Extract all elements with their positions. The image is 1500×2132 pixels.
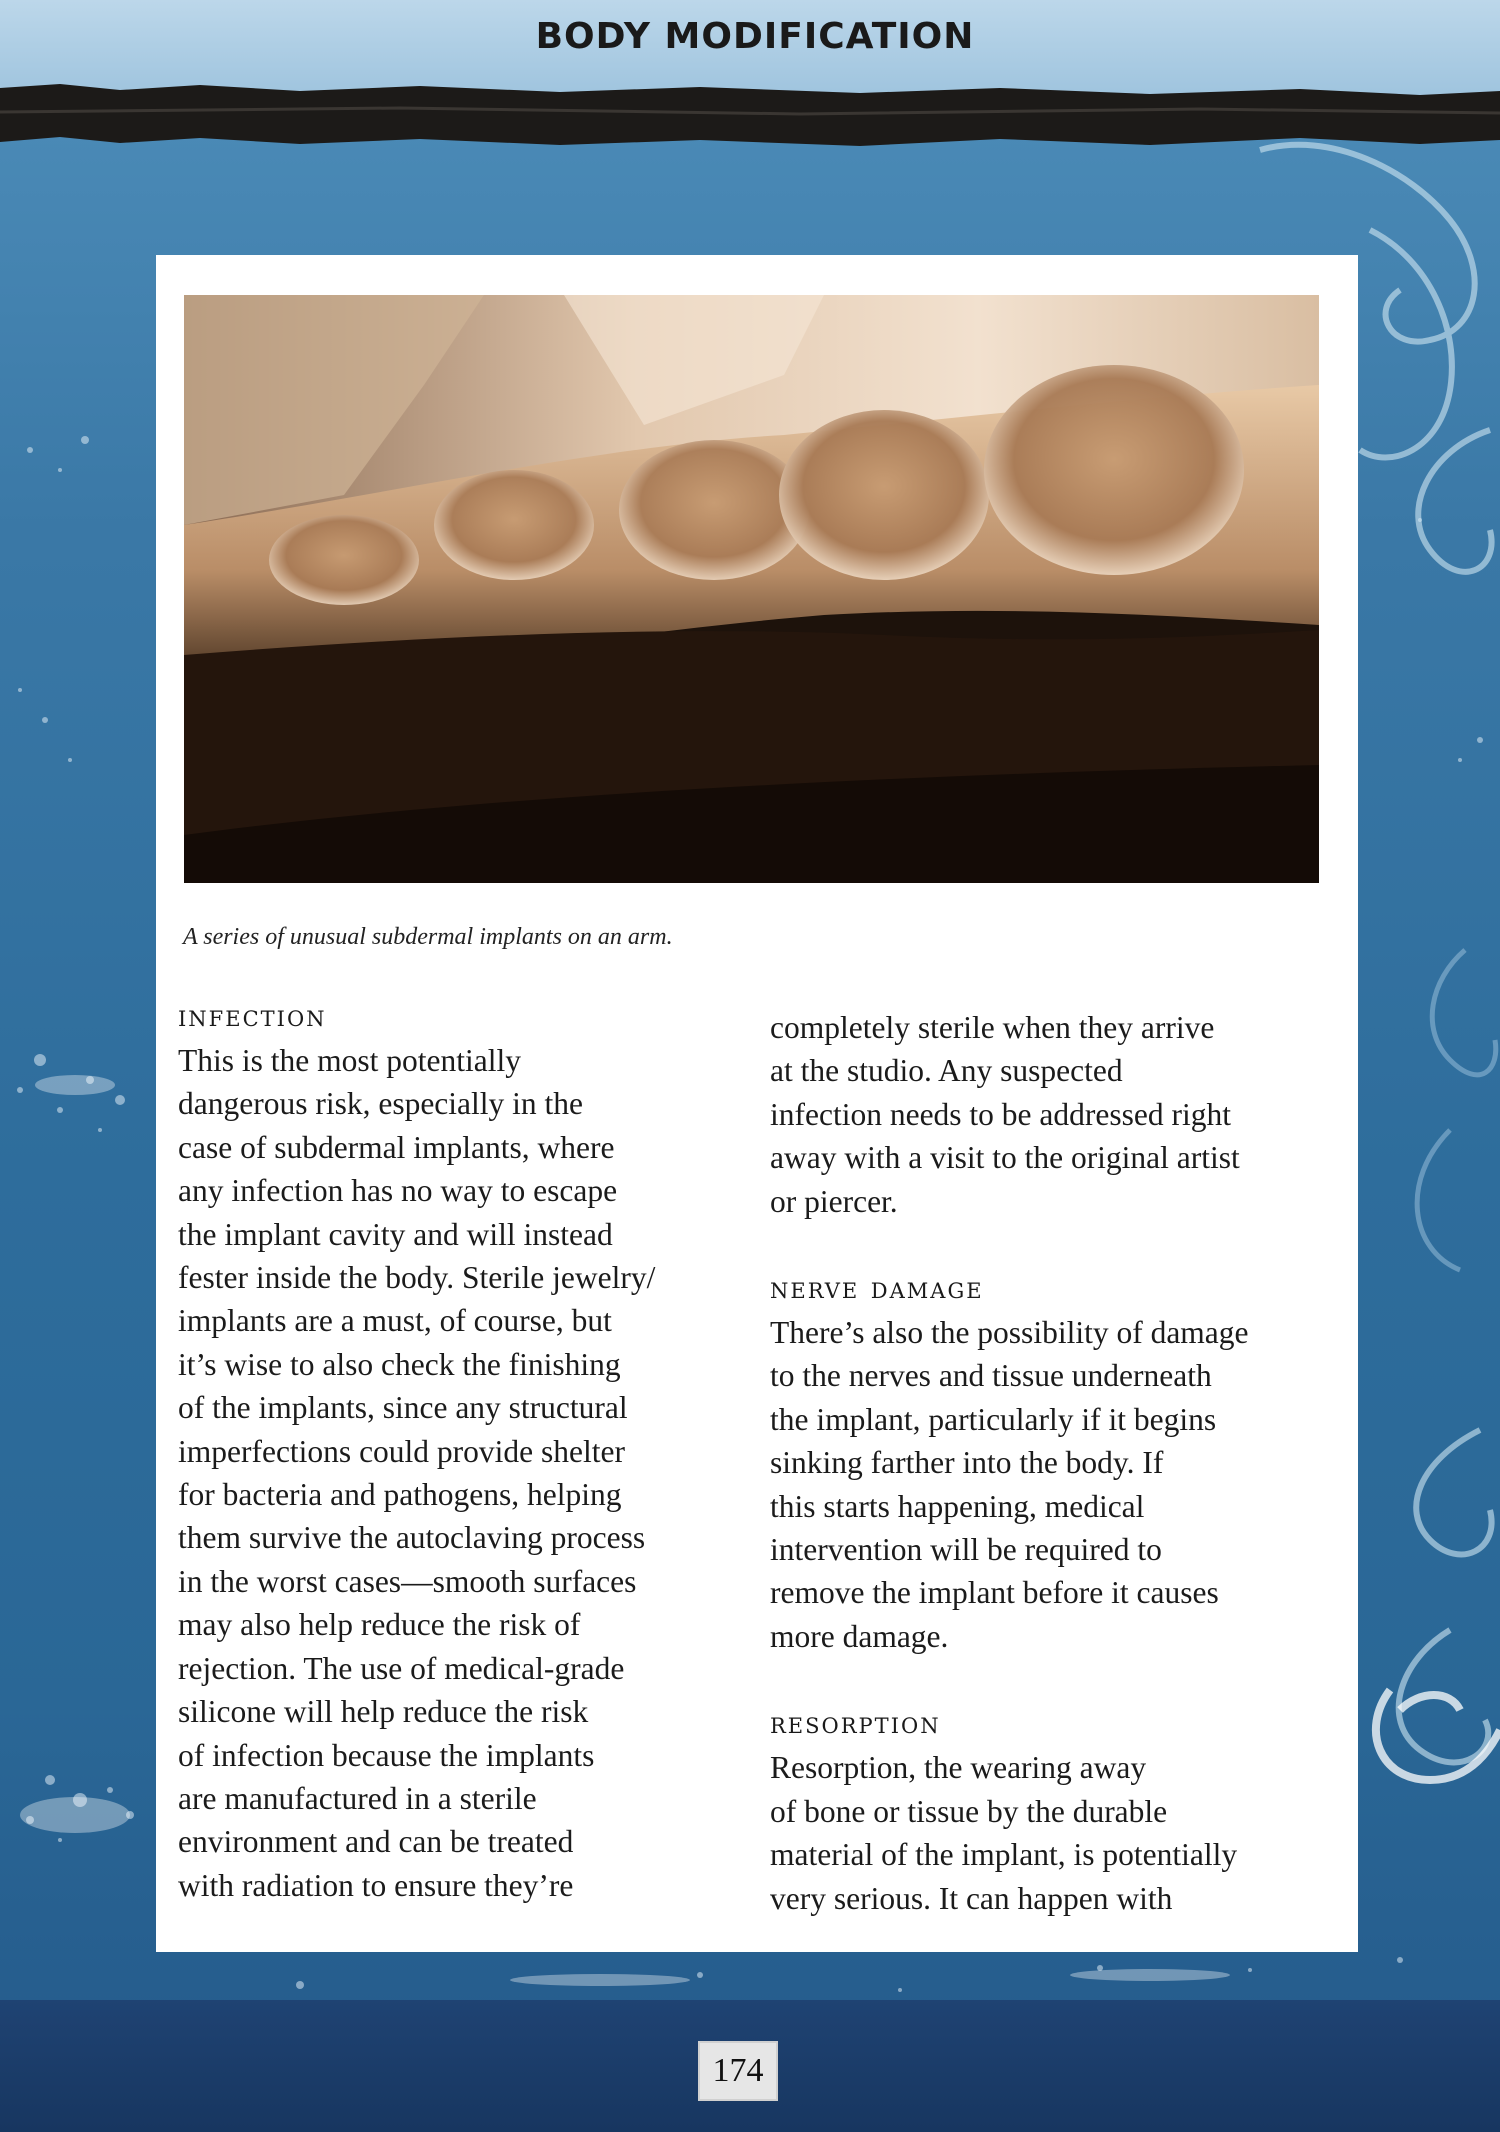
- nerve-damage-line: There’s also the possibility of damage: [770, 1315, 1249, 1351]
- arm-implants-photo: [184, 295, 1319, 883]
- infection-line: implants are a must, of course, but: [178, 1303, 612, 1339]
- resorption-line: material of the implant, is potentially: [770, 1837, 1238, 1873]
- nerve-damage-line: more damage.: [770, 1618, 949, 1654]
- section-heading-nerve-damage: nerve damage: [770, 1271, 984, 1307]
- infection-line: with radiation to ensure they’re: [178, 1867, 574, 1903]
- nerve-damage-line: the implant, particularly if it begins: [770, 1401, 1217, 1437]
- section-heading-infection: infection: [178, 999, 327, 1034]
- paragraph-gap: [770, 1223, 1330, 1267]
- nerve-damage-line: sinking farther into the body. If: [770, 1445, 1164, 1481]
- photo-caption: A series of unusual subdermal implants on an arm.: [183, 924, 673, 950]
- infection-line: them survive the autoclaving process: [178, 1520, 646, 1556]
- infection-line: fester inside the body. Sterile jewelry/: [178, 1260, 656, 1296]
- infection-line: are manufactured in a sterile: [178, 1780, 537, 1816]
- nerve-damage-line: intervention will be required to: [770, 1532, 1162, 1568]
- infection-line: environment and can be treated: [178, 1824, 574, 1860]
- resorption-line: Resorption, the wearing away: [770, 1750, 1147, 1786]
- arm-implants-illustration: [184, 295, 1319, 883]
- infection-line: the implant cavity and will instead: [178, 1216, 613, 1252]
- infection-line: may also help reduce the risk of: [178, 1607, 581, 1643]
- infection-line: imperfections could provide shelter: [178, 1433, 625, 1469]
- infection-line: This is the most potentially: [178, 1043, 521, 1078]
- left-column: [178, 995, 738, 1907]
- infection-line: dangerous risk, especially in the: [178, 1086, 584, 1122]
- resorption-line: very serious. It can happen with: [770, 1880, 1173, 1916]
- right-column: [770, 1006, 1330, 1920]
- nerve-damage-line: to the nerves and tissue underneath: [770, 1358, 1212, 1394]
- infection-line: of infection because the implants: [178, 1737, 595, 1773]
- infection-continued-line: or piercer.: [770, 1183, 898, 1219]
- running-header: BODY MODIFICATION: [535, 16, 975, 57]
- torn-paper-stripe: [0, 82, 1500, 152]
- infection-continued-line: completely sterile when they arrive: [770, 1010, 1215, 1045]
- nerve-damage-line: remove the implant before it causes: [770, 1575, 1219, 1611]
- infection-line: it’s wise to also check the finishing: [178, 1346, 621, 1382]
- infection-line: any infection has no way to escape: [178, 1173, 618, 1209]
- infection-line: for bacteria and pathogens, helping: [178, 1477, 622, 1513]
- infection-line: silicone will help reduce the risk: [178, 1694, 589, 1730]
- infection-line: in the worst cases—smooth surfaces: [178, 1563, 637, 1599]
- infection-line: case of subdermal implants, where: [178, 1129, 615, 1165]
- infection-continued-line: at the studio. Any suspected: [770, 1053, 1123, 1089]
- section-heading-resorption: resorption: [770, 1706, 941, 1742]
- infection-continued-line: away with a visit to the original artist: [770, 1140, 1240, 1176]
- nerve-damage-line: this starts happening, medical: [770, 1488, 1145, 1524]
- infection-continued-line: infection needs to be addressed right: [770, 1096, 1231, 1132]
- infection-line: rejection. The use of medical-grade: [178, 1650, 625, 1686]
- resorption-line: of bone or tissue by the durable: [770, 1793, 1168, 1829]
- paragraph-gap: [770, 1658, 1330, 1702]
- infection-line: of the implants, since any structural: [178, 1390, 628, 1426]
- page-number: 174: [698, 2041, 778, 2101]
